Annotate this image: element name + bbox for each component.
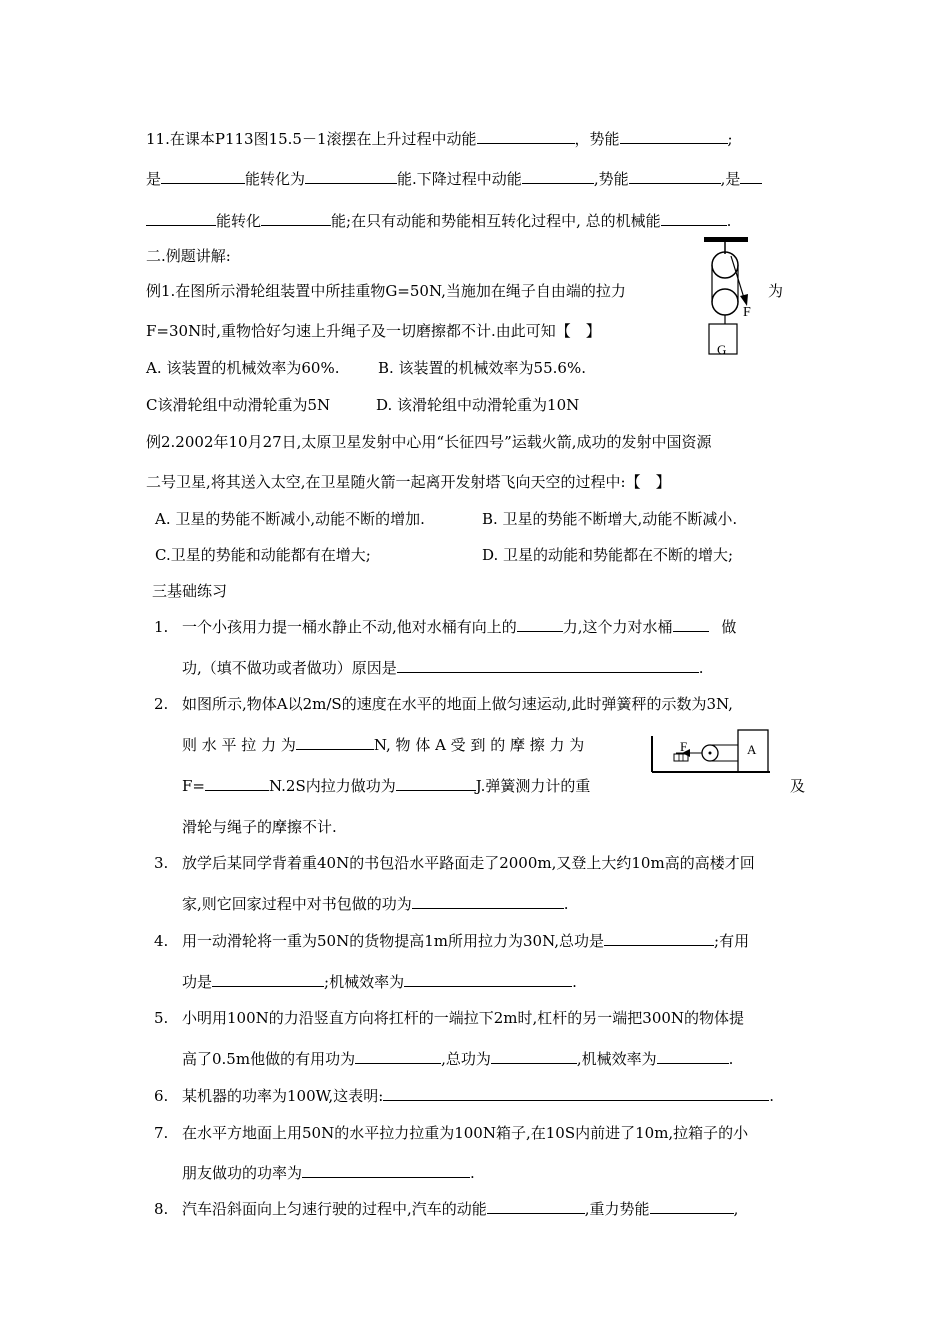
ex2-option-b: B. 卫星的势能不断增大,动能不断减小. [482,510,738,528]
movable-pulley [712,289,738,315]
p2-line3 [182,776,590,796]
ex1-line2: F=30N时,重物恰好匀速上升绳子及一切磨擦都不计.由此可知【 】 [146,322,601,340]
answer-blank[interactable] [355,1049,441,1064]
p4-text-5: . [572,973,577,991]
answer-blank[interactable] [522,169,594,184]
p4-line1 [182,931,749,951]
p3-text-2: . [563,895,569,913]
q11-text-8: ,是 [720,170,741,188]
p6-number: 6. [154,1087,169,1105]
p2-line2 [182,735,584,755]
q11-text-5: 能转化为 [245,170,306,188]
answer-blank[interactable] [212,972,324,987]
load-label: G [717,342,727,357]
p8-text-2: ,重力势能 [584,1200,650,1218]
answer-blank[interactable] [404,972,572,987]
answer-blank[interactable] [673,617,709,632]
p1-text-5: . [698,659,704,677]
p5-line1: 小明用100N的力沿竖直方向将扛杆的一端拉下2m时,杠杆的另一端把300N的物体提 [182,1009,745,1027]
ex1-line1: 例1.在图所示滑轮组装置中所挂重物G=50N,当施加在绳子自由端的拉力 [146,282,626,300]
q11-line1 [146,129,733,149]
ex2-line1: 例2.2002年10月27日,太原卫星发射中心用“长征四号”运载火箭,成功的发射中国资源 [146,433,712,451]
ex1-option-b: B. 该装置的机械效率为55.6%. [378,359,586,377]
pulley-diagram [696,236,766,358]
p2-line4: 滑轮与绳子的摩擦不计. [182,818,337,836]
block-a-label: A [747,742,757,757]
answer-blank[interactable] [620,129,728,144]
q11-text-4: 是 [146,170,162,188]
p6-text-2: . [769,1087,775,1105]
q11-text-10: 能;在只有动能和势能相互转化过程中, 总的机械能 [331,212,661,230]
answer-blank[interactable] [604,931,714,946]
answer-blank[interactable] [261,211,331,226]
ceiling-bar [704,237,748,242]
p1-text-3: 做 [716,618,737,636]
q11-text-2: ，势能 [574,130,620,148]
answer-blank[interactable] [487,1199,585,1214]
p8-text-3: , [733,1200,739,1218]
p2-number: 2. [154,695,169,713]
q11-text-11: . [726,212,732,230]
ex1-line1-tail: 为 [768,282,784,300]
ex2-option-c: C.卫星的势能和动能都有在增大; [155,546,371,564]
p4-text-2: ;有用 [714,932,750,950]
p4-text-1: 用一动滑轮将一重为50N的货物提高1m所用拉力为30N,总功是 [182,932,605,950]
p5-line2 [182,1049,733,1069]
answer-blank[interactable] [396,776,476,791]
p3-line2 [182,894,569,914]
p3-text-1: 家,则它回家过程中对书包做的功为 [182,895,412,913]
p5-text-1: 高了0.5m他做的有用功为 [182,1050,356,1068]
spring-scale [674,754,688,761]
force-label: F [743,305,751,320]
answer-blank[interactable] [657,1049,729,1064]
p2-text-2: N, 物 体 A 受 到 的 摩 擦 力 为 [373,736,585,754]
p1-line2 [182,658,704,678]
p1-text-4: 功,（填不做功或者做功）原因是 [182,659,397,677]
q11-line3 [146,211,731,231]
p4-text-4: ;机械效率为 [324,973,405,991]
p3-line1: 放学后某同学背着重40N的书包沿水平路面走了2000m,又登上大约10m高的高楼才回 [182,854,755,872]
ex1-option-a: A. 该装置的机械效率为60%. [146,359,340,377]
p2-text-1: 则 水 平 拉 力 为 [182,736,296,754]
p7-line1: 在水平方地面上用50N的水平拉力拉重为100N箱子,在10S内前进了10m,拉箱子的小 [182,1124,749,1142]
p8-number: 8. [154,1200,169,1218]
p5-text-4: . [728,1050,734,1068]
answer-blank[interactable] [397,658,699,673]
answer-blank[interactable] [517,617,563,632]
answer-blank[interactable] [383,1086,769,1101]
answer-blank[interactable] [491,1049,577,1064]
ex2-line2: 二号卫星,将其送入太空,在卫星随火箭一起离开发射塔飞向天空的过程中:【 】 [146,473,671,491]
answer-blank[interactable] [477,129,575,144]
p7-text-2: . [470,1164,475,1182]
p2-text-4: N.2S内拉力做功为 [268,777,396,795]
ex2-option-d: D. 卫星的动能和势能都在不断的增大; [482,546,734,564]
p6-text-1: 某机器的功率为100W,这表明: [182,1087,384,1105]
spring-scale-diagram [646,722,774,780]
p3-number: 3. [154,854,169,872]
ex1-option-c: C该滑轮组中动滑轮重为5N [146,396,331,414]
p5-text-3: ,机械效率为 [576,1050,657,1068]
p4-line2 [182,972,577,992]
section2-title: 二.例题讲解: [146,247,231,265]
p4-number: 4. [154,932,169,950]
p1-line1 [182,617,736,637]
section3-title: 三基础练习 [152,582,228,600]
p2-line3-tail: 及 [790,777,806,795]
p8-line1 [182,1199,738,1219]
answer-blank[interactable] [629,169,721,184]
p7-text-1: 朋友做功的功率为 [182,1164,303,1182]
p5-text-2: ,总功为 [441,1050,491,1068]
answer-blank[interactable] [740,169,762,184]
answer-blank[interactable] [161,169,245,184]
p6-line1 [182,1086,774,1106]
p1-number: 1. [154,618,169,636]
ex2-option-a: A. 卫星的势能不断减小,动能不断的增加. [155,510,425,528]
answer-blank[interactable] [296,735,374,750]
answer-blank[interactable] [650,1199,734,1214]
q11-text-3: ; [727,130,733,148]
pull-force-label: F [680,739,688,754]
p8-text-1: 汽车沿斜面向上匀速行驶的过程中,汽车的动能 [182,1200,487,1218]
p5-number: 5. [154,1009,169,1027]
q11-line2 [146,169,762,189]
p2-text-3: F= [182,777,205,795]
ex1-option-d: D. 该滑轮组中动滑轮重为10N [376,396,580,414]
answer-blank[interactable] [302,1163,470,1178]
q11-text-6: 能.下降过程中动能 [397,170,522,188]
p7-number: 7. [154,1124,169,1142]
answer-blank[interactable] [205,776,269,791]
pulley-axle [709,752,712,755]
p2-line1: 如图所示,物体A以2m/S的速度在水平的地面上做匀速运动,此时弹簧秤的示数为3N, [182,695,733,713]
p1-text-2: 力,这个力对水桶 [562,618,673,636]
answer-blank[interactable] [305,169,397,184]
q11-text-9: 能转化 [216,212,262,230]
q11-text-1: 11.在课本P113图15.5－1滚摆在上升过程中动能 [146,130,477,148]
answer-blank[interactable] [412,894,564,909]
p2-text-5: J.弹簧测力计的重 [475,777,591,795]
answer-blank[interactable] [661,211,727,226]
p1-text-1: 一个小孩用力提一桶水静止不动,他对水桶有向上的 [182,618,517,636]
p7-line2 [182,1163,475,1183]
q11-text-7: ,势能 [593,170,629,188]
answer-blank[interactable] [146,211,216,226]
p4-text-3: 功是 [182,973,213,991]
